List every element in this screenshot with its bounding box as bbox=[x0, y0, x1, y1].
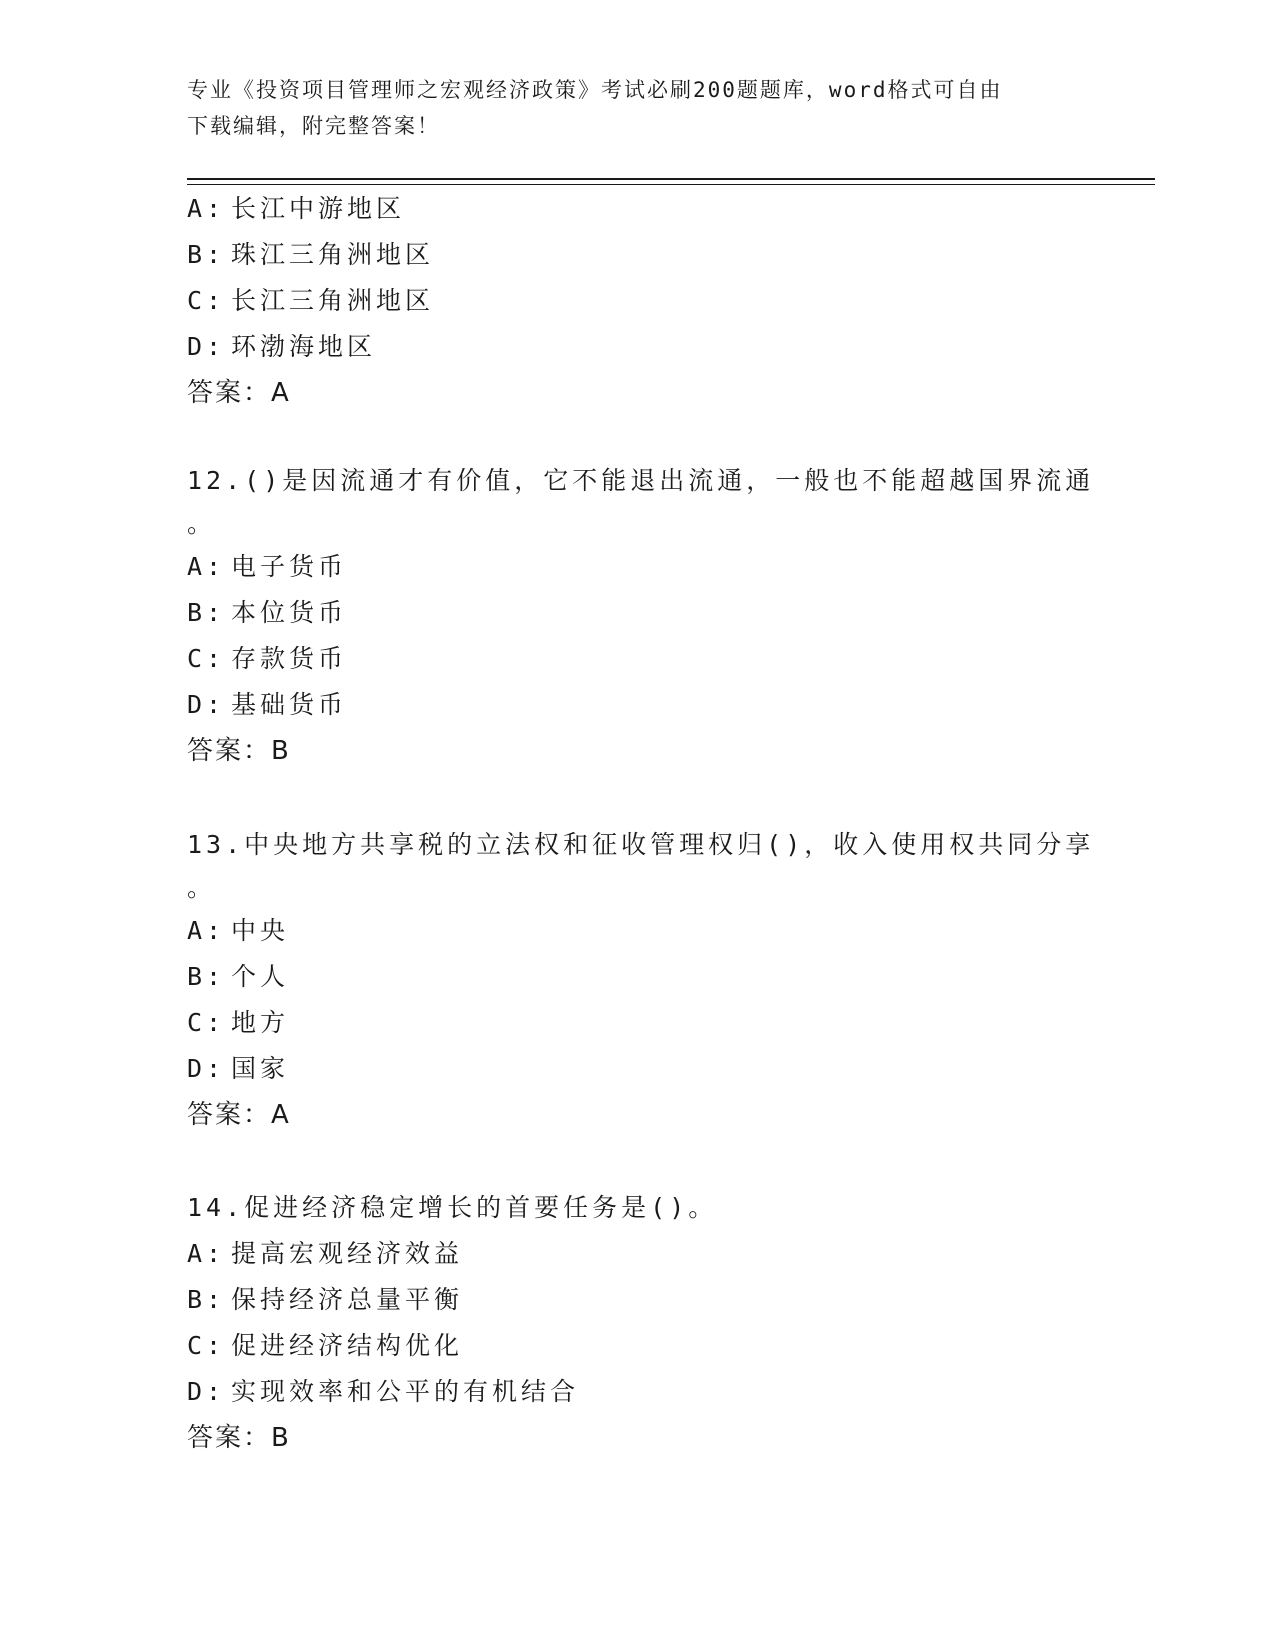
option-key: D: bbox=[187, 1054, 226, 1083]
option-text: 环渤海地区 bbox=[231, 332, 377, 361]
question-13 bbox=[187, 822, 1095, 1138]
option-key: C: bbox=[187, 286, 226, 315]
option-c bbox=[187, 636, 1087, 682]
option-key: D: bbox=[187, 690, 226, 719]
question-14 bbox=[187, 1185, 1087, 1461]
option-key: B: bbox=[187, 962, 226, 991]
option-key: B: bbox=[187, 240, 226, 269]
option-key: B: bbox=[187, 598, 226, 627]
answer-line: 答案：B bbox=[187, 736, 291, 766]
option-text: 促进经济结构优化 bbox=[231, 1331, 464, 1360]
option-a bbox=[187, 544, 1087, 590]
answer-line: 答案：B bbox=[187, 1423, 291, 1453]
header-line-2: 下载编辑，附完整答案！ bbox=[187, 114, 440, 138]
option-text: 个人 bbox=[231, 962, 290, 991]
option-text: 基础货币 bbox=[231, 690, 348, 719]
question-text: 12.()是因流通才有价值，它不能退出流通，一般也不能超越国界流通 bbox=[187, 466, 1095, 495]
document-header bbox=[187, 72, 1087, 144]
option-text: 本位货币 bbox=[231, 598, 348, 627]
option-key: D: bbox=[187, 1377, 226, 1406]
option-key: D: bbox=[187, 332, 226, 361]
option-text: 国家 bbox=[231, 1054, 290, 1083]
option-text: 中央 bbox=[231, 916, 290, 945]
option-key: C: bbox=[187, 1008, 226, 1037]
option-text: 提高宏观经济效益 bbox=[231, 1239, 464, 1268]
option-text: 地方 bbox=[231, 1008, 290, 1037]
option-text: 保持经济总量平衡 bbox=[231, 1285, 464, 1314]
question-text-continued: 。 bbox=[187, 509, 217, 538]
option-c bbox=[187, 278, 1087, 324]
option-key: C: bbox=[187, 644, 226, 673]
option-key: A: bbox=[187, 194, 226, 223]
question-12 bbox=[187, 458, 1095, 774]
option-b bbox=[187, 954, 1087, 1000]
header-line-1: 专业《投资项目管理师之宏观经济政策》考试必刷200题题库，word格式可自由 bbox=[187, 78, 1003, 102]
question-text: 13.中央地方共享税的立法权和征收管理权归()，收入使用权共同分享 bbox=[187, 830, 1095, 859]
question-11-tail bbox=[187, 186, 1087, 416]
option-text: 长江三角洲地区 bbox=[231, 286, 435, 315]
option-b bbox=[187, 590, 1087, 636]
question-text-continued: 。 bbox=[187, 873, 217, 902]
option-a bbox=[187, 1231, 1087, 1277]
option-b bbox=[187, 1277, 1087, 1323]
option-a bbox=[187, 186, 1087, 232]
option-key: B: bbox=[187, 1285, 226, 1314]
option-text: 存款货币 bbox=[231, 644, 348, 673]
option-key: C: bbox=[187, 1331, 226, 1360]
option-d bbox=[187, 682, 1087, 728]
option-d bbox=[187, 1046, 1087, 1092]
header-divider-thin bbox=[187, 184, 1155, 185]
option-text: 珠江三角洲地区 bbox=[231, 240, 435, 269]
option-c bbox=[187, 1000, 1087, 1046]
question-text: 14.促进经济稳定增长的首要任务是()。 bbox=[187, 1193, 718, 1222]
option-key: A: bbox=[187, 1239, 226, 1268]
option-d bbox=[187, 1369, 1087, 1415]
option-a bbox=[187, 908, 1087, 954]
answer-line: 答案：A bbox=[187, 378, 291, 408]
header-divider-thick bbox=[187, 178, 1155, 180]
option-b bbox=[187, 232, 1087, 278]
option-key: A: bbox=[187, 916, 226, 945]
option-key: A: bbox=[187, 552, 226, 581]
option-c bbox=[187, 1323, 1087, 1369]
answer-line: 答案：A bbox=[187, 1100, 291, 1130]
option-text: 电子货币 bbox=[231, 552, 348, 581]
option-text: 实现效率和公平的有机结合 bbox=[231, 1377, 580, 1406]
option-d bbox=[187, 324, 1087, 370]
option-text: 长江中游地区 bbox=[231, 194, 406, 223]
